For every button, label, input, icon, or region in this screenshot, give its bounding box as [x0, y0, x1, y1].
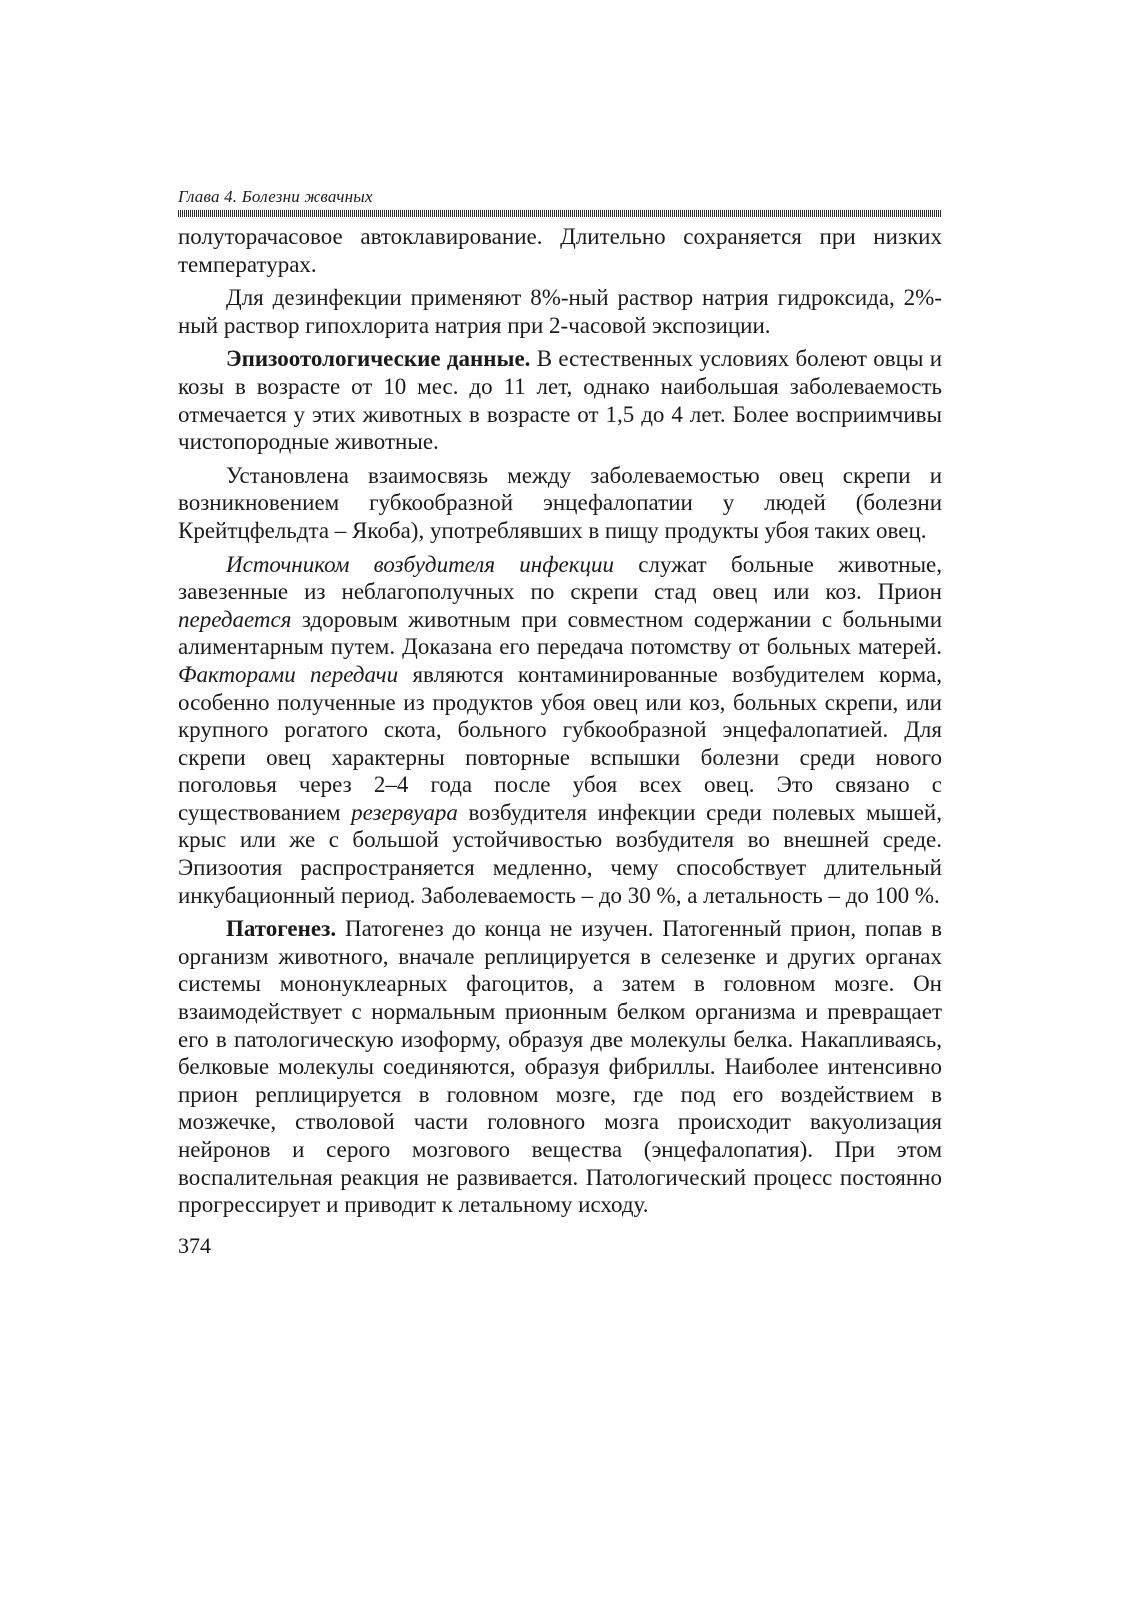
- header-rule: [178, 210, 942, 217]
- paragraph-text: являются контаминированные возбудителем корма, особенно полученные из продуктов убоя овец или коз, больных скрепи, или крупного рогатого скота, больного губкообразной энцефалопатией. Для скрепи овец характерны повторные вспышки болезни среди нового поголовья через 2–4 года после убоя всех овец. Это связано с существованием: [178, 661, 943, 825]
- section-heading-epizootology: Эпизоотологические данные.: [226, 346, 531, 372]
- paragraph-disinfection: [178, 284, 942, 339]
- body-text: [178, 223, 942, 1219]
- paragraph-continuation: [178, 223, 942, 278]
- paragraph-text: возбудителя инфекции среди полевых мышей, крыс или же с большой устойчивостью возбудителя во внешней среде. Эпизоотия распространяется медленно, чему способствует длительный инкубационный период. Заболеваемость – до 30 %, а летальность – до 100 %.: [178, 799, 942, 908]
- paragraph-text: Установлена взаимосвязь между заболеваемостью овец скрепи и возникновением губкообразной энцефалопатии у людей (болезни Крейтцфельдта – Якоба), употреблявших в пищу продукты убоя таких овец.: [178, 462, 942, 543]
- emphasis-term: Источником возбудителя инфекции: [226, 551, 615, 577]
- book-page: [178, 186, 942, 1259]
- emphasis-term: Факторами передачи: [178, 661, 399, 687]
- paragraph-text: Для дезинфекции применяют 8%-ный раствор натрия гидроксида, 2%-ный раствор гипохлорита натрия при 2-часовой экспозиции.: [178, 285, 942, 338]
- paragraph-text: здоровым животным при совместном содержании с больными алиментарным путем. Доказана его передача потомству от больных матерей.: [178, 606, 942, 660]
- emphasis-term: передается: [178, 606, 292, 632]
- paragraph-epizootology: [178, 345, 942, 455]
- page-number: 374: [178, 1232, 211, 1258]
- paragraph-text: Патогенез до конца не изучен. Патогенный прион, попав в организм животного, вначале реплицируется в селезенке и других органах системы мононуклеарных фагоцитов, а затем в головном мозге. Он взаимодействует с нормальным прионным белком организма и превращает его в патологическую изоформу, образуя две молекулы белка. Накапливаясь, белковые молекулы соединяются, образуя фибриллы. Наиболее интенсивно прион реплицируется в головном мозге, где под его воздействием в мозжечке, стволовой части головного мозга происходит вакуолизация нейронов и серого мозгового вещества (энцефалопатия). При этом воспалительная реакция не развивается. Патологический процесс постоянно прогрессирует и приводит к летальному исходу.: [178, 916, 942, 1218]
- paragraph-pathogenesis: [178, 915, 942, 1219]
- paragraph-source: [178, 551, 942, 910]
- paragraph-relationship: [178, 462, 942, 545]
- paragraph-text: полуторачасовое автоклавирование. Длительно сохраняется при низких температурах.: [178, 224, 942, 277]
- paragraph-text: В естественных условиях болеют овцы и козы в возрасте от 10 мес. до 11 лет, однако наибольшая заболеваемость отмечается у этих животных в возрасте от 1,5 до 4 лет. Более восприимчивы чистопородные животные.: [178, 346, 942, 455]
- section-heading-pathogenesis: Патогенез.: [226, 916, 337, 942]
- running-header: Глава 4. Болезни жвачных: [178, 187, 373, 206]
- emphasis-term: резервуара: [351, 799, 458, 825]
- paragraph-text: служат больные животные, завезенные из неблагополучных по скрепи стад овец или коз. Прион: [178, 551, 942, 605]
